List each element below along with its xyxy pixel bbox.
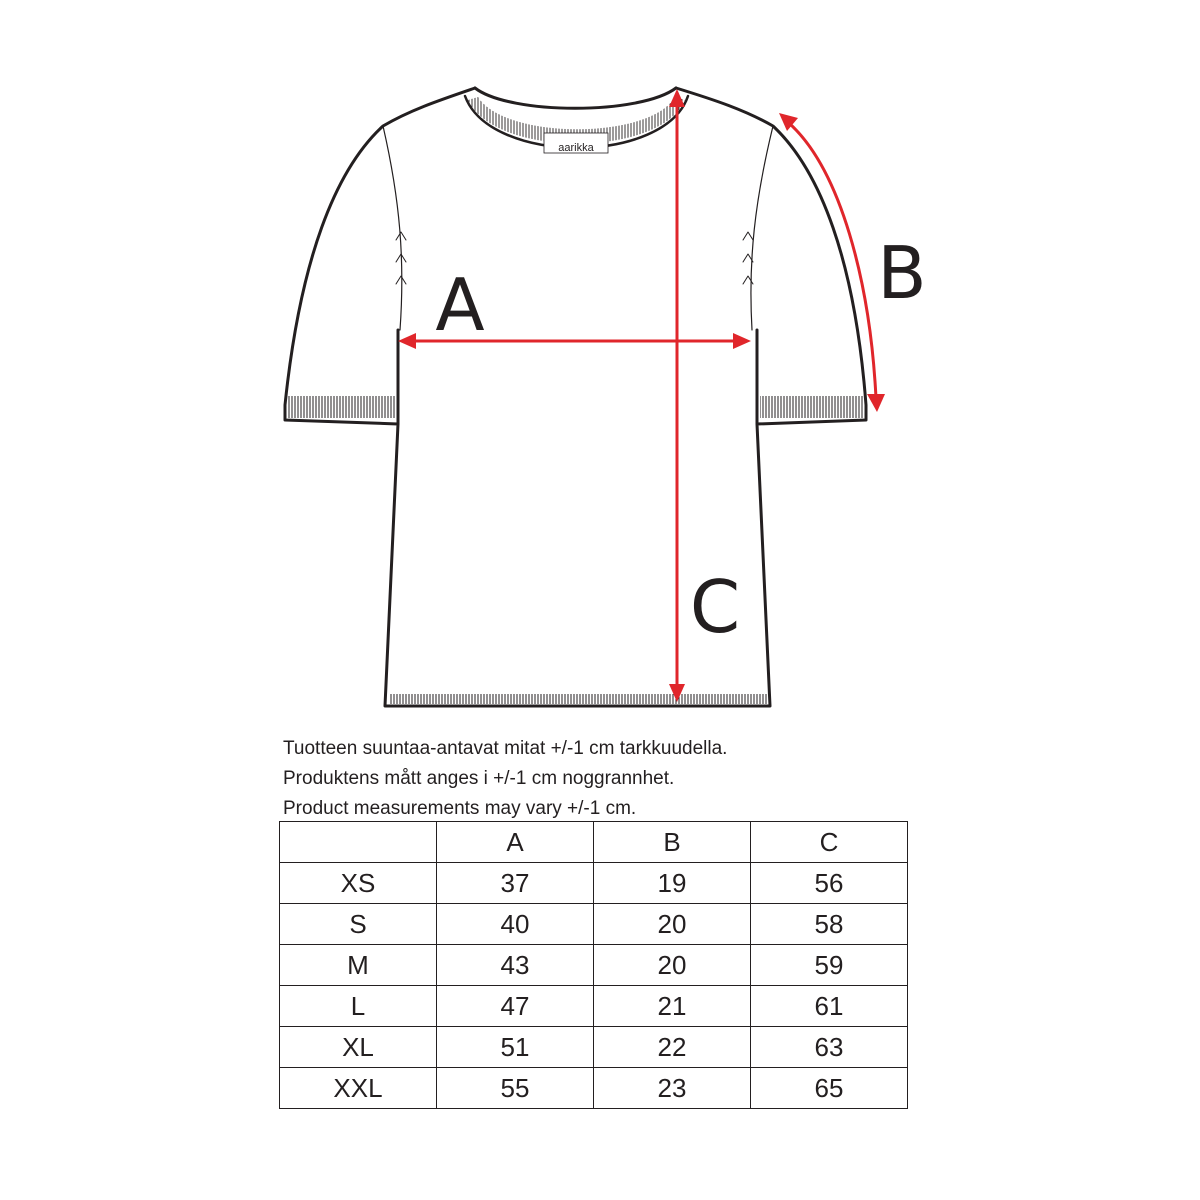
value-c-cell: 61 bbox=[751, 986, 908, 1027]
size-cell: XS bbox=[280, 863, 437, 904]
value-b-cell: 19 bbox=[594, 863, 751, 904]
header-a: A bbox=[437, 822, 594, 863]
table-row bbox=[280, 863, 908, 904]
body-length-arrow-icon bbox=[669, 89, 685, 702]
table-header-row bbox=[280, 822, 908, 863]
size-cell: L bbox=[280, 986, 437, 1027]
size-cell: M bbox=[280, 945, 437, 986]
value-b-cell: 21 bbox=[594, 986, 751, 1027]
value-c-cell: 58 bbox=[751, 904, 908, 945]
header-size bbox=[280, 822, 437, 863]
neck-label-text: aarikka bbox=[558, 142, 594, 154]
table-row bbox=[280, 986, 908, 1027]
note-finnish: Tuotteen suuntaa-antavat mitat +/-1 cm tarkkuudella. bbox=[283, 738, 728, 759]
header-c: C bbox=[751, 822, 908, 863]
value-c-cell: 56 bbox=[751, 863, 908, 904]
value-a-cell: 37 bbox=[437, 863, 594, 904]
sleeve-length-arrow-icon bbox=[779, 113, 885, 412]
value-a-cell: 47 bbox=[437, 986, 594, 1027]
value-b-cell: 20 bbox=[594, 945, 751, 986]
size-cell: XXL bbox=[280, 1068, 437, 1109]
dimension-label-b: B bbox=[877, 231, 927, 315]
neck-label bbox=[544, 133, 608, 154]
table-row bbox=[280, 1068, 908, 1109]
value-b-cell: 20 bbox=[594, 904, 751, 945]
value-c-cell: 65 bbox=[751, 1068, 908, 1109]
size-cell: XL bbox=[280, 1027, 437, 1068]
value-a-cell: 51 bbox=[437, 1027, 594, 1068]
size-cell: S bbox=[280, 904, 437, 945]
value-a-cell: 55 bbox=[437, 1068, 594, 1109]
table-row bbox=[280, 945, 908, 986]
measurement-notes bbox=[283, 734, 983, 824]
note-swedish: Produktens mått anges i +/-1 cm noggrannhet. bbox=[283, 768, 675, 789]
header-b: B bbox=[594, 822, 751, 863]
table-row bbox=[280, 904, 908, 945]
dimension-label-a: A bbox=[435, 263, 485, 347]
size-table bbox=[279, 821, 908, 1109]
value-b-cell: 22 bbox=[594, 1027, 751, 1068]
value-a-cell: 40 bbox=[437, 904, 594, 945]
dimension-label-c: C bbox=[689, 565, 741, 649]
value-b-cell: 23 bbox=[594, 1068, 751, 1109]
table-row bbox=[280, 1027, 908, 1068]
value-c-cell: 63 bbox=[751, 1027, 908, 1068]
value-c-cell: 59 bbox=[751, 945, 908, 986]
note-english: Product measurements may vary +/-1 cm. bbox=[283, 798, 637, 819]
value-a-cell: 43 bbox=[437, 945, 594, 986]
ribbing-texture bbox=[288, 97, 864, 704]
